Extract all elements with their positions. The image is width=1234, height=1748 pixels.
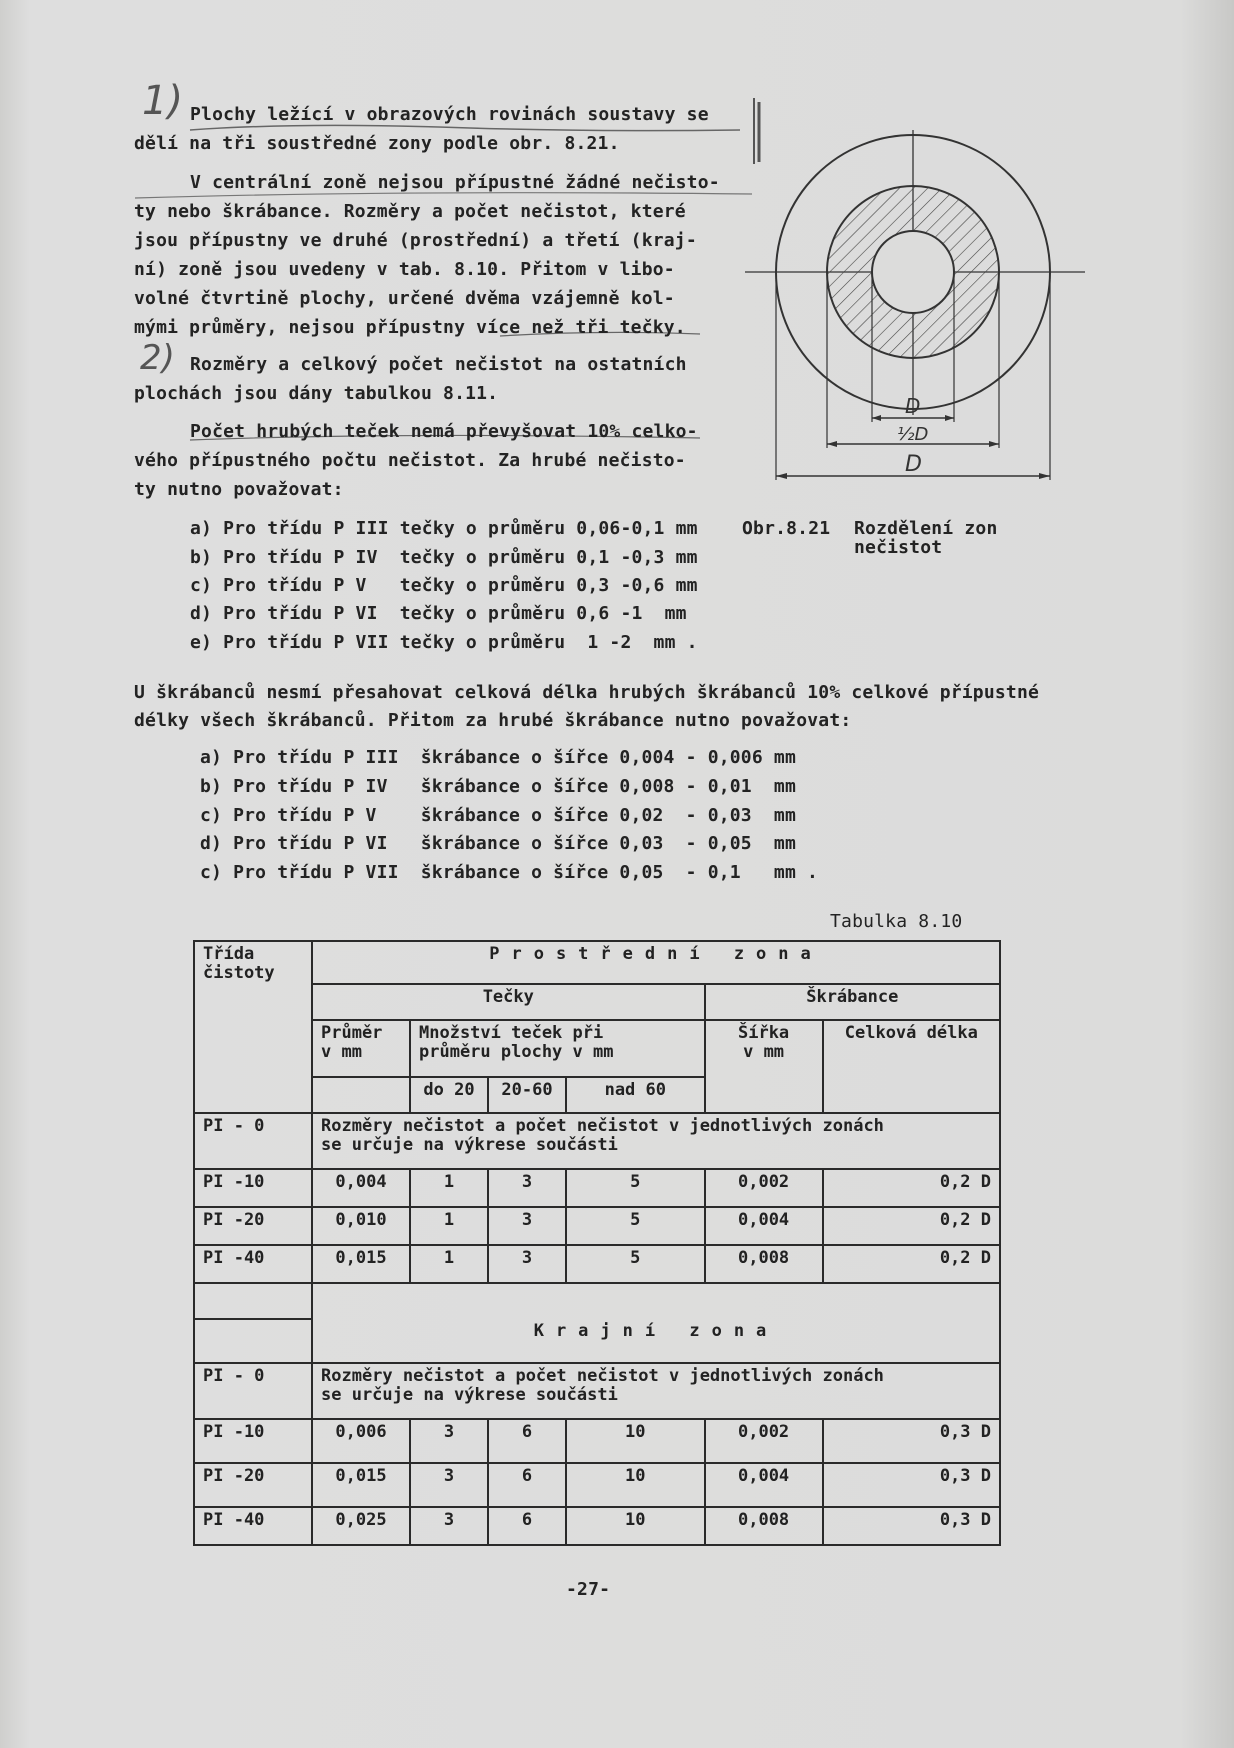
cell-length: 0,3 D bbox=[823, 1463, 1000, 1507]
para-2-line-3: jsou přípustny ve druhé (prostřední) a třetí (kraj- bbox=[134, 230, 697, 251]
col-header-width: Šířka v mm bbox=[705, 1020, 823, 1113]
para-4-line-2: vého přípustného počtu nečistot. Za hrubé nečisto- bbox=[134, 450, 686, 471]
row-note: Rozměry nečistot a počet nečistot v jednotlivých zonách se určuje na výkrese součásti bbox=[312, 1363, 1000, 1419]
col-header-20-60: 20-60 bbox=[488, 1077, 566, 1113]
row-class: PI -10 bbox=[194, 1419, 312, 1463]
cell-count: 6 bbox=[488, 1463, 566, 1507]
cell-count: 1 bbox=[410, 1169, 488, 1207]
cell-count: 10 bbox=[566, 1463, 705, 1507]
scratch-list-item: d) Pro třídu P VI škrábance o šířce 0,03 - 0,05 mm bbox=[200, 833, 796, 854]
col-header-dots: Tečky bbox=[312, 984, 705, 1020]
fig-label-d-large: D bbox=[905, 452, 922, 477]
dot-list-item: c) Pro třídu P V tečky o průměru 0,3 -0,6 mm bbox=[190, 575, 698, 596]
cell-length: 0,2 D bbox=[823, 1245, 1000, 1283]
para-2-line-1: V centrální zoně nejsou přípustné žádné nečisto- bbox=[190, 172, 720, 193]
dot-list-item: d) Pro třídu P VI tečky o průměru 0,6 -1 mm bbox=[190, 603, 687, 624]
row-class: PI -10 bbox=[194, 1169, 312, 1207]
col-header-upto20: do 20 bbox=[410, 1077, 488, 1113]
cell-count: 6 bbox=[488, 1419, 566, 1463]
row-class: PI -20 bbox=[194, 1207, 312, 1245]
cell-count: 3 bbox=[488, 1169, 566, 1207]
dot-list-item: e) Pro třídu P VII tečky o průměru 1 -2 mm . bbox=[190, 632, 698, 653]
cell-count: 3 bbox=[488, 1207, 566, 1245]
para-2-line-4: ní) zoně jsou uvedeny v tab. 8.10. Přitom v libo- bbox=[134, 259, 675, 280]
cell-count: 3 bbox=[410, 1507, 488, 1545]
cell-diameter: 0,006 bbox=[312, 1419, 410, 1463]
para-2-line-2: ty nebo škrábance. Rozměry a počet nečistot, které bbox=[134, 201, 686, 222]
table-caption: Tabulka 8.10 bbox=[830, 911, 963, 932]
cell-count: 3 bbox=[410, 1419, 488, 1463]
scratch-list-item: c) Pro třídu P V škrábance o šířce 0,02 - 0,03 mm bbox=[200, 805, 796, 826]
para-4-line-3: ty nutno považovat: bbox=[134, 479, 344, 500]
cell-width: 0,008 bbox=[705, 1507, 823, 1545]
col-header-diameter: Průměr v mm bbox=[312, 1020, 410, 1077]
cell-length: 0,2 D bbox=[823, 1169, 1000, 1207]
fig-label-d-small: D bbox=[905, 394, 921, 418]
cell-width: 0,004 bbox=[705, 1463, 823, 1507]
cell-width: 0,002 bbox=[705, 1169, 823, 1207]
cell-count: 5 bbox=[566, 1207, 705, 1245]
cell-width: 0,002 bbox=[705, 1419, 823, 1463]
dot-list-item: a) Pro třídu P III tečky o průměru 0,06-0,1 mm bbox=[190, 518, 698, 539]
para-3-line-1: Rozměry a celkový počet nečistot na ostatních bbox=[190, 354, 687, 375]
cell-diameter: 0,015 bbox=[312, 1463, 410, 1507]
row-class: PI - 0 bbox=[194, 1363, 312, 1419]
scratch-list-item: b) Pro třídu P IV škrábance o šířce 0,008 - 0,01 mm bbox=[200, 776, 796, 797]
page-number: -27- bbox=[566, 1579, 611, 1600]
para-3-line-2: plochách jsou dány tabulkou 8.11. bbox=[134, 383, 499, 404]
row-class: PI -40 bbox=[194, 1507, 312, 1545]
cell-count: 6 bbox=[488, 1507, 566, 1545]
figure-number: Obr.8.21 bbox=[742, 518, 831, 539]
cell-count: 5 bbox=[566, 1245, 705, 1283]
row-class: PI - 0 bbox=[194, 1113, 312, 1169]
scratch-list-item: c) Pro třídu P VII škrábance o šířce 0,05 - 0,1 mm . bbox=[200, 862, 819, 883]
fig-label-d-mid: ½D bbox=[897, 424, 929, 445]
col-header-class: Třída čistoty bbox=[194, 941, 312, 1113]
zone-header-edge: Krajní zona bbox=[312, 1319, 1000, 1363]
cell-diameter: 0,004 bbox=[312, 1169, 410, 1207]
cell-diameter: 0,015 bbox=[312, 1245, 410, 1283]
cell-count: 10 bbox=[566, 1419, 705, 1463]
cell-diameter: 0,025 bbox=[312, 1507, 410, 1545]
col-header-over60: nad 60 bbox=[566, 1077, 705, 1113]
cell-count: 1 bbox=[410, 1207, 488, 1245]
cell-count: 1 bbox=[410, 1245, 488, 1283]
row-class: PI -20 bbox=[194, 1463, 312, 1507]
figure-caption-line-1: Rozdělení zon bbox=[854, 518, 998, 539]
para-1-line-2: dělí na tři soustředné zony podle obr. 8.21. bbox=[134, 133, 620, 154]
col-header-count: Množství teček při průměru plochy v mm bbox=[410, 1020, 705, 1077]
cell-length: 0,3 D bbox=[823, 1419, 1000, 1463]
zone-header-middle: Prostřední zona bbox=[312, 941, 1000, 984]
cell-count: 5 bbox=[566, 1169, 705, 1207]
col-header-scratches: Škrábance bbox=[705, 984, 1000, 1020]
para-4-line-1: Počet hrubých teček nemá převyšovat 10% celko- bbox=[190, 421, 698, 442]
row-class: PI -40 bbox=[194, 1245, 312, 1283]
scratch-para-line-1: U škrábanců nesmí přesahovat celková délka hrubých škrábanců 10% celkové přípustné bbox=[134, 682, 1040, 703]
handwritten-mark-2: 2) bbox=[140, 338, 175, 378]
cell-count: 3 bbox=[488, 1245, 566, 1283]
scratch-list-item: a) Pro třídu P III škrábance o šířce 0,004 - 0,006 mm bbox=[200, 747, 796, 768]
cell-length: 0,2 D bbox=[823, 1207, 1000, 1245]
cell-length: 0,3 D bbox=[823, 1507, 1000, 1545]
cell-width: 0,004 bbox=[705, 1207, 823, 1245]
dot-list-item: b) Pro třídu P IV tečky o průměru 0,1 -0,3 mm bbox=[190, 547, 698, 568]
zone-figure bbox=[745, 130, 1090, 485]
contamination-table bbox=[193, 940, 1001, 1546]
para-2-line-5: volné čtvrtině plochy, určené dvěma vzájemně kol- bbox=[134, 288, 675, 309]
cell-width: 0,008 bbox=[705, 1245, 823, 1283]
para-1-line-1: Plochy ležící v obrazových rovinách soustavy se bbox=[190, 104, 709, 125]
col-header-length: Celková délka bbox=[823, 1020, 1000, 1113]
handwritten-mark-1: 1) bbox=[142, 78, 184, 124]
cell-diameter: 0,010 bbox=[312, 1207, 410, 1245]
figure-caption-line-2: nečistot bbox=[854, 537, 943, 558]
para-2-line-6: mými průměry, nejsou přípustny více než tři tečky. bbox=[134, 317, 686, 338]
scratch-para-line-2: délky všech škrábanců. Přitom za hrubé škrábance nutno považovat: bbox=[134, 710, 852, 731]
cell-count: 10 bbox=[566, 1507, 705, 1545]
row-note: Rozměry nečistot a počet nečistot v jednotlivých zonách se určuje na výkrese součásti bbox=[312, 1113, 1000, 1169]
cell-count: 3 bbox=[410, 1463, 488, 1507]
